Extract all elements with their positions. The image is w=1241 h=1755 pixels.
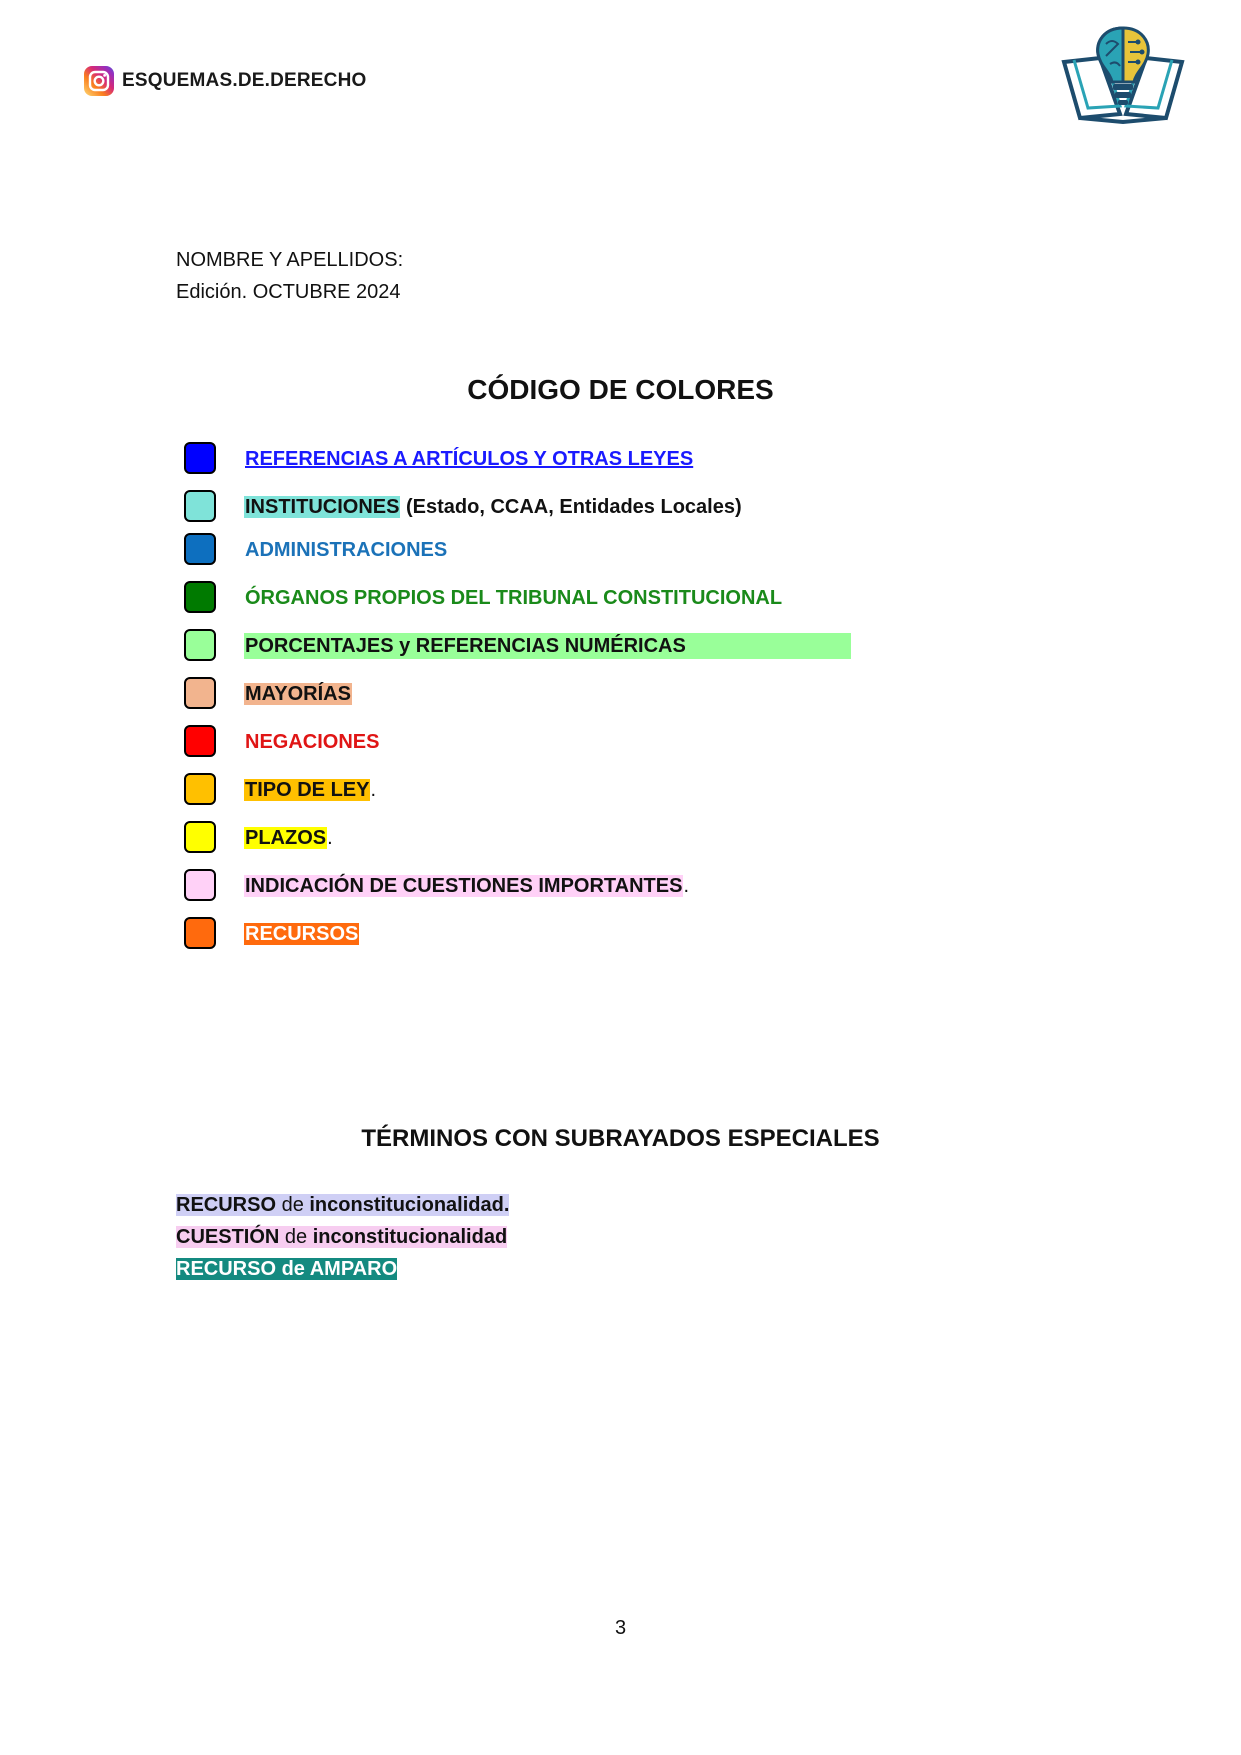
edition-label: Edición. OCTUBRE 2024 [176,281,401,303]
legend-label-text: INDICACIÓN DE CUESTIONES IMPORTANTES [245,875,683,897]
special-term-highlight [176,1226,507,1248]
term-keyword: RECURSO [176,1194,277,1216]
legend-label [244,585,783,611]
color-swatch [184,677,216,709]
special-term [176,1192,509,1218]
legend-label-suffix: (Estado, CCAA, Entidades Locales) [400,496,742,518]
color-swatch [184,821,216,853]
legend-label-text: INSTITUCIONES [245,496,400,518]
legend-label-suffix: . [327,827,333,849]
term-connector: de [276,1194,310,1216]
color-swatch [184,869,216,901]
legend-label-text: ADMINISTRACIONES [245,539,448,561]
legend-label-text: TIPO DE LEY [245,779,370,801]
legend-label-text: RECURSOS [245,923,359,945]
color-swatch [184,629,216,661]
legend-label [244,537,448,563]
legend-label [244,825,333,851]
color-swatch [184,917,216,949]
page-number: 3 [614,1617,627,1639]
special-term-highlight [176,1194,509,1216]
legend-label-suffix: . [370,779,377,801]
legend-label [244,873,689,899]
term-keyword: CUESTIÓN [176,1226,280,1248]
name-field-label: NOMBRE Y APELLIDOS: [176,249,404,271]
legend-label [244,633,851,659]
legend-label-text: NEGACIONES [245,731,380,753]
legend-label-text: MAYORÍAS [245,683,351,705]
legend-label-suffix: . [683,875,689,897]
color-swatch [184,490,216,522]
legend-label-text: ÓRGANOS PROPIOS DEL TRIBUNAL CONSTITUCIONAL [245,587,783,609]
legend-label-text: PORCENTAJES y REFERENCIAS NUMÉRICAS [244,633,851,659]
color-swatch [184,533,216,565]
document-meta [176,244,403,308]
term-connector: de [279,1226,313,1248]
legend-label [244,729,380,755]
color-swatch [184,442,216,474]
color-swatch [184,581,216,613]
special-term [176,1256,397,1282]
color-swatch [184,725,216,757]
legend-label [244,777,376,803]
legend-label [244,446,694,472]
term-keyword: inconstitucionalidad. [309,1194,510,1216]
brand-name: ESQUEMAS.DE.DERECHO [122,70,367,91]
term-keyword: RECURSO de AMPARO [176,1258,398,1280]
special-terms-title: TÉRMINOS CON SUBRAYADOS ESPECIALES [361,1125,880,1152]
legend-label [244,921,359,947]
term-keyword: inconstitucionalidad [312,1226,508,1248]
legend-label-text: PLAZOS [245,827,327,849]
lightbulb-brain-book-icon [1060,22,1186,128]
color-swatch [184,773,216,805]
color-code-title: CÓDIGO DE COLORES [467,374,774,405]
instagram-icon [83,65,115,97]
legend-label [244,494,742,520]
legend-label [244,681,352,707]
special-term-highlight [176,1258,397,1280]
special-term [176,1224,507,1250]
brand-header [83,65,367,97]
legend-label-text: REFERENCIAS A ARTÍCULOS Y OTRAS LEYES [245,448,694,470]
